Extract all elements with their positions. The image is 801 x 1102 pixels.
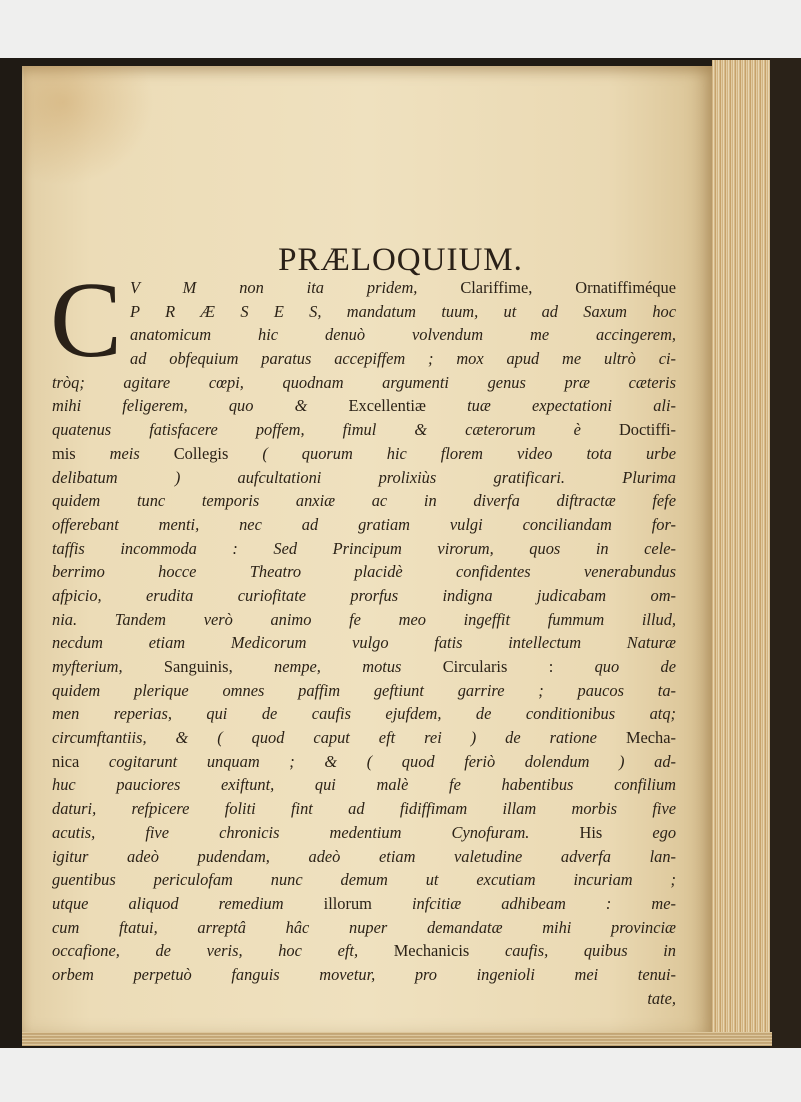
text-segment: offerebant menti, nec ad gratiam vulgi conciliandam for-: [52, 514, 676, 534]
text-segment: quidem tunc temporis anxiæ ac in diverfa diftractæ fefe: [52, 491, 676, 511]
text-line: [52, 868, 676, 892]
page-fore-edge: [712, 60, 770, 1040]
text-line: [52, 347, 676, 371]
text-segment: mihi feligerem, quo &: [52, 396, 349, 416]
text-line: [52, 489, 676, 513]
text-line: [52, 442, 676, 466]
text-segment: His: [579, 822, 653, 842]
text-segment: anatomicum hic denuò volvendum me accingerem,: [130, 325, 676, 345]
text-line: [52, 513, 676, 537]
text-line: [52, 773, 676, 797]
text-segment: orbem perpetuò fanguis movetur, pro ingenioli mei tenui-: [52, 964, 676, 984]
text-line: [52, 892, 676, 916]
text-line: [52, 750, 676, 774]
book-cover-edge: [770, 58, 801, 1048]
text-segment: circumftantiis, & ( quod caput eft rei ) de ratione: [52, 728, 626, 748]
text-segment: quidem plerique omnes paffim geftiunt garrire ; paucos ta-: [52, 680, 676, 700]
text-line: [52, 631, 676, 655]
text-segment: mis: [52, 443, 110, 463]
text-segment: cum ftatui, arreptâ hâc nuper demandatæ mihi provinciæ: [52, 917, 676, 937]
text-segment: delibatum ) aufcultationi prolixiùs gratificari. Plurima: [52, 467, 676, 487]
text-segment: tròq; agitare cœpi, quodnam argumenti genus præ cæteris: [52, 372, 676, 392]
text-line: [52, 821, 676, 845]
text-line: [52, 797, 676, 821]
text-line: [52, 702, 676, 726]
text-segment: Clariffime, Ornatiffiméque: [460, 278, 677, 297]
text-line: [52, 418, 676, 442]
text-segment: acutis, five chronicis medentium Cynofuram.: [52, 822, 580, 842]
text-segment: guentibus periculofam nunc demum ut excutiam incuriam ;: [52, 870, 676, 890]
text-segment: nia. Tandem verò animo fe meo ingeffit fummum illud,: [52, 609, 676, 629]
text-segment: illorum: [323, 893, 412, 913]
text-segment: taffis incommoda : Sed Principum virorum, quos in cele-: [52, 538, 676, 558]
text-line: [52, 466, 676, 490]
text-segment: berrimo hocce Theatro placidè confidentes venerabundus: [52, 562, 676, 582]
text-segment: Collegis: [173, 443, 263, 463]
drop-cap: C: [50, 261, 123, 380]
text-segment: ad obfequium paratus accepiffem ; mox apud me ultrò ci-: [130, 349, 676, 369]
text-line: [52, 394, 676, 418]
text-segment: infcitiæ adhibeam : me-: [411, 893, 677, 913]
text-segment: V M non ita pridem,: [130, 278, 461, 297]
text-segment: huc pauciores exiftunt, qui malè fe habentibus confilium: [52, 775, 676, 795]
page-stain: [24, 66, 154, 186]
text-segment: utque aliquod remedium: [52, 893, 324, 913]
text-line: [52, 939, 676, 963]
text-segment: cogitarunt unquam ; & ( quod feriò dolendum ) ad-: [108, 751, 676, 771]
text-line: [52, 323, 676, 347]
text-line: [52, 608, 676, 632]
text-segment: Mechanicis: [393, 941, 505, 961]
text-segment: tuæ expectationi ali-: [467, 396, 676, 416]
text-line: [52, 560, 676, 584]
text-segment: P R Æ S E S, mandatum tuum, ut ad Saxum hoc: [130, 301, 676, 321]
text-segment: necdum etiam Medicorum vulgo fatis intellectum Naturæ: [52, 633, 676, 653]
text-line: [52, 916, 676, 940]
text-segment: tate,: [647, 988, 676, 1008]
text-line: [52, 987, 676, 1011]
text-segment: quatenus fatisfacere poffem, fimul & cæterorum è: [52, 420, 619, 440]
text-line: [52, 371, 676, 395]
text-segment: daturi, refpicere foliti fint ad fidiffimam illam morbis five: [52, 799, 676, 819]
text-line: [52, 276, 676, 300]
text-segment: nica: [52, 751, 109, 771]
text-segment: Mecha-: [625, 728, 676, 748]
text-segment: myfterium,: [52, 657, 164, 676]
page-bottom-edge: [22, 1032, 772, 1046]
text-segment: quo de: [594, 657, 677, 676]
text-segment: occafione, de veris, hoc eft,: [52, 941, 394, 961]
text-line: [52, 537, 676, 561]
text-line: [52, 655, 676, 679]
text-segment: igitur adeò pudendam, adeò etiam valetudine adverfa lan-: [52, 846, 676, 866]
text-line: [52, 300, 676, 324]
text-segment: nempe, motus: [274, 657, 443, 676]
text-line: [52, 679, 676, 703]
text-segment: Excellentiæ: [348, 396, 468, 416]
text-segment: Circularis :: [442, 657, 595, 676]
text-segment: ego: [652, 822, 677, 842]
text-segment: meis: [109, 443, 174, 463]
page-title: PRÆLOQUIUM.: [278, 242, 523, 278]
body-text: [50, 261, 677, 1010]
text-segment: men reperias, qui de caufis ejufdem, de conditionibus atq;: [52, 704, 676, 724]
text-segment: Doctiffi-: [618, 420, 676, 440]
text-line: [52, 726, 676, 750]
text-segment: caufis, quibus in: [504, 941, 676, 961]
text-segment: afpicio, erudita curiofitate prorfus indigna judicabam om-: [52, 585, 676, 605]
text-line: [52, 963, 676, 987]
text-segment: Sanguinis,: [163, 657, 275, 676]
text-line: [52, 584, 676, 608]
text-segment: ( quorum hic florem video tota urbe: [262, 443, 676, 463]
text-line: [52, 845, 676, 869]
